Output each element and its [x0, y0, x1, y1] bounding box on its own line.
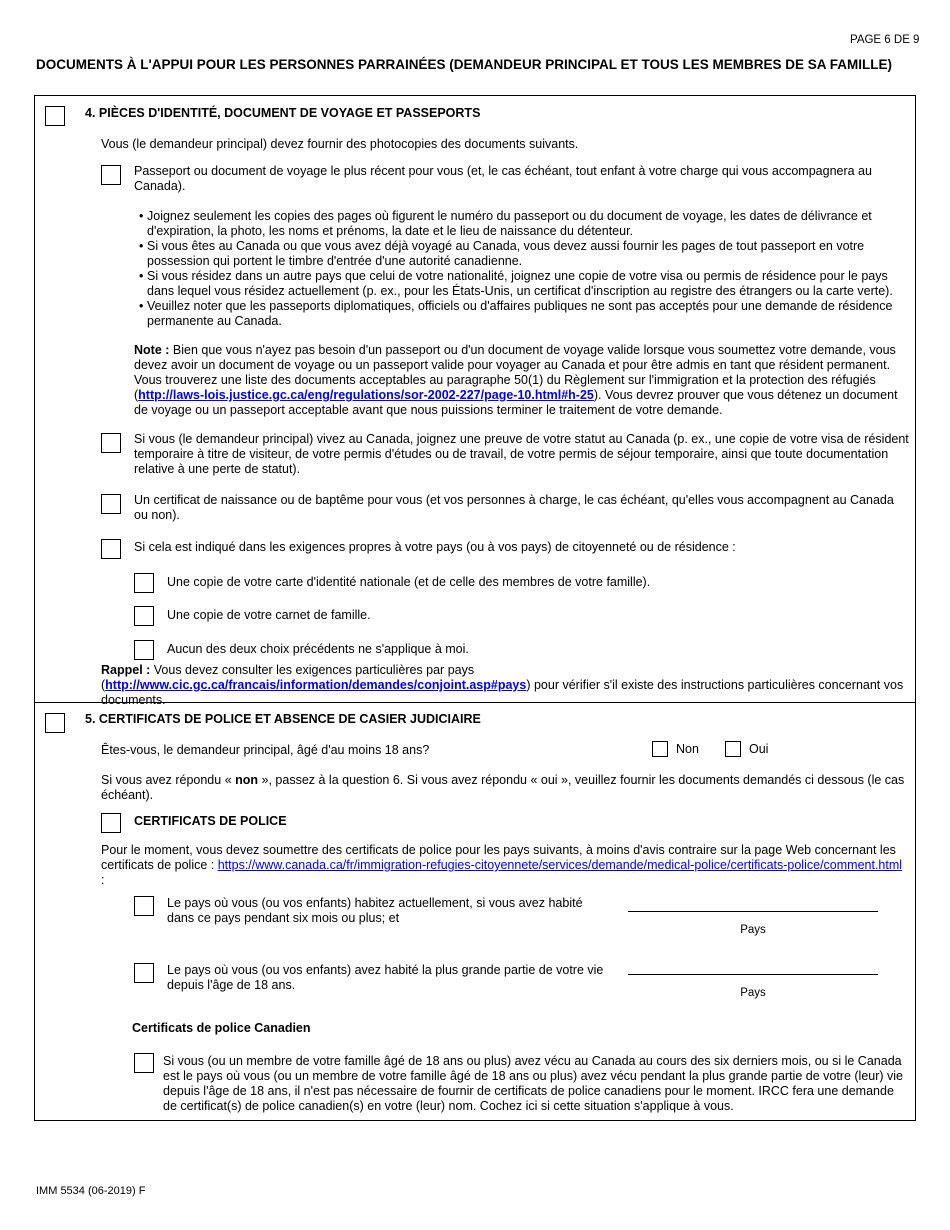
national-id-checkbox[interactable]	[134, 573, 154, 593]
current-country-field-label: Pays	[740, 924, 766, 936]
reminder-text-2: ) pour vérifier s'il existe des instructions particulières concernant vos documents.	[101, 678, 904, 707]
bullet-item: • Veuillez noter que les passeports diplomatiques, officiels ou d'affaires publiques ne sont pas acceptés pour une demande de résidence permanente au Canada.	[139, 299, 899, 329]
police-certificates-checkbox[interactable]	[101, 813, 121, 833]
instruction-non: non	[235, 773, 259, 787]
birth-certificate-text: Un certificat de naissance ou de baptême pour vous (et vos personnes à charge, le cas échéant, qu'elles vous accompagnent au Canada ou non).	[134, 493, 894, 522]
age-yes-checkbox[interactable]	[725, 741, 741, 757]
country-requirements-link[interactable]: http://www.cic.gc.ca/francais/information/demandes/conjoint.asp#pays	[105, 678, 527, 692]
right-border-fragment	[915, 882, 916, 1015]
age-question: Êtes-vous, le demandeur principal, âgé d'au moins 18 ans?	[101, 743, 430, 757]
instruction-part: », passez à la question 6. Si vous avez répondu « oui », veuillez fournir les documents demandés ci dessous (le cas échéant).	[101, 773, 905, 802]
police-certificates-text	[101, 843, 906, 888]
longest-country-checkbox[interactable]	[134, 963, 154, 983]
passport-checkbox[interactable]	[101, 165, 121, 185]
age-no-checkbox[interactable]	[652, 741, 668, 757]
none-applies-text: Aucun des deux choix précédents ne s'applique à moi.	[167, 642, 469, 656]
section-4-checkbox[interactable]	[45, 106, 65, 126]
form-id: IMM 5534 (06-2019) F	[36, 1185, 146, 1197]
section-5-title: 5. CERTIFICATS DE POLICE ET ABSENCE DE CASIER JUDICIAIRE	[85, 712, 481, 726]
longest-country-text: Le pays où vous (ou vos enfants) avez habité la plus grande partie de votre vie depuis l'âge de 18 ans.	[167, 963, 604, 992]
age-yes-label: Oui	[749, 742, 769, 756]
status-item-text: Si vous (le demandeur principal) vivez au Canada, joignez une preuve de votre statut au Canada (p. ex., une copie de votre visa de résident temporaire à titre de visiteur, de votre permis d'études ou de travail, de votre permis de séjour temporaire, ainsi que toute documentation relative à une perte de statut).	[134, 432, 909, 476]
note-text-1: Bien que vous n'ayez pas besoin d'un passeport ou d'un document de voyage valide lorsque vous soumettez votre demande, vous devez avoir un document de voyage ou un passeport valide pour voyager au Canada et pour être admis en tant que résident permanent. Vous trouverez une liste des documents acceptables au paragraphe 50(1) du Règlement sur l'immigration et la protection des réfugiés (	[134, 343, 896, 402]
national-id-text: Une copie de votre carte d'identité nationale (et de celle des membres de votre famille).	[167, 575, 651, 589]
none-applies-checkbox[interactable]	[134, 640, 154, 660]
police-text-end: :	[101, 873, 105, 887]
passport-item-text: Passeport ou document de voyage le plus récent pour vous (et, le cas échéant, tout enfant à votre charge qui vous accompagnera au Canada).	[134, 164, 872, 193]
bullet-item: • Si vous êtes au Canada ou que vous avez déjà voyagé au Canada, vous devez aussi fournir les pages de tout passeport en votre possession qui portent le timbre d'entrée d'une autorité canadienne.	[139, 239, 899, 269]
reminder-text-1: Vous devez consulter les exigences particulières par pays (	[101, 663, 475, 692]
canadian-police-checkbox[interactable]	[134, 1053, 154, 1073]
section-4-intro: Vous (le demandeur principal) devez fournir des photocopies des documents suivants.	[101, 137, 579, 151]
status-checkbox[interactable]	[101, 433, 121, 453]
country-requirements-text: Si cela est indiqué dans les exigences propres à votre pays (ou à vos pays) de citoyenneté ou de résidence :	[134, 540, 736, 554]
page-number: PAGE 6 DE 9	[850, 34, 920, 46]
police-certificates-link[interactable]: https://www.canada.ca/fr/immigration-refugies-citoyennete/services/demande/medical-police/certificats-police/comment.html	[217, 858, 903, 872]
bullet-item: • Si vous résidez dans un autre pays que celui de votre nationalité, joignez une copie de votre visa ou permis de résidence pour le pays dans lequel vous résidez actuellement (p. ex., pour les États-Unis, un certificat d'inscription au registre des étrangers ou la carte verte).	[139, 269, 899, 299]
page-title: DOCUMENTS À L'APPUI POUR LES PERSONNES PARRAINÉES (DEMANDEUR PRINCIPAL ET TOUS LES MEMBRES DE SA FAMILLE)	[36, 57, 893, 72]
police-certificates-heading: CERTIFICATS DE POLICE	[134, 814, 287, 828]
age-no-label: Non	[676, 742, 699, 756]
police-text: Pour le moment, vous devez soumettre des certificats de police pour les pays suivants, à moins d'avis contraire sur la page Web concernant les certificats de police :	[101, 843, 896, 872]
instruction-part: Si vous avez répondu «	[101, 773, 236, 787]
note-text-2: ). Vous devrez prouver que vous détenez un document de voyage ou un passeport acceptable avant que nous puissions terminer le traitement de votre demande.	[134, 388, 898, 417]
longest-country-input[interactable]	[628, 974, 878, 975]
note-label: Note :	[134, 343, 170, 357]
country-requirements-checkbox[interactable]	[101, 539, 121, 559]
passport-note	[134, 343, 904, 418]
current-country-text: Le pays où vous (ou vos enfants) habitez actuellement, si vous avez habité dans ce pays pendant six mois ou plus; et	[167, 896, 583, 925]
canadian-police-heading: Certificats de police Canadien	[132, 1021, 311, 1035]
canadian-police-text: Si vous (ou un membre de votre famille âgé de 18 ans ou plus) avez vécu au Canada au cours des six derniers mois, ou si le Canada est le pays où vous (ou un membre de votre famille âgé de 18 ans ou plus) avez vécu pendant la plus grande partie de votre (leur) vie depuis l'âge de 18 ans, il n'est pas nécessaire de fournir de certificats de police canadiens pour le moment. IRCC fera une demande de certificat(s) de police canadien(s) en votre (leur) nom. Cochez ici si cette situation s'applique à vous.	[163, 1054, 904, 1113]
passport-bullets	[139, 209, 899, 329]
current-country-input[interactable]	[628, 911, 878, 912]
reminder-label: Rappel :	[101, 663, 151, 677]
section-4-title: 4. PIÈCES D'IDENTITÉ, DOCUMENT DE VOYAGE ET PASSEPORTS	[85, 106, 481, 120]
current-country-checkbox[interactable]	[134, 896, 154, 916]
regulations-link[interactable]: http://laws-lois.justice.gc.ca/eng/regulations/sor-2002-227/page-10.html#h-25	[138, 388, 594, 402]
bullet-item: • Joignez seulement les copies des pages où figurent le numéro du passeport ou du document de voyage, les dates de délivrance et d'expiration, la photo, les noms et prénoms, la date et le lieu de naissance du détenteur.	[139, 209, 899, 239]
family-book-checkbox[interactable]	[134, 606, 154, 626]
longest-country-field-label: Pays	[740, 987, 766, 999]
family-book-text: Une copie de votre carnet de famille.	[167, 608, 371, 622]
section-5-checkbox[interactable]	[45, 713, 65, 733]
age-instruction	[101, 773, 906, 803]
birth-certificate-checkbox[interactable]	[101, 494, 121, 514]
